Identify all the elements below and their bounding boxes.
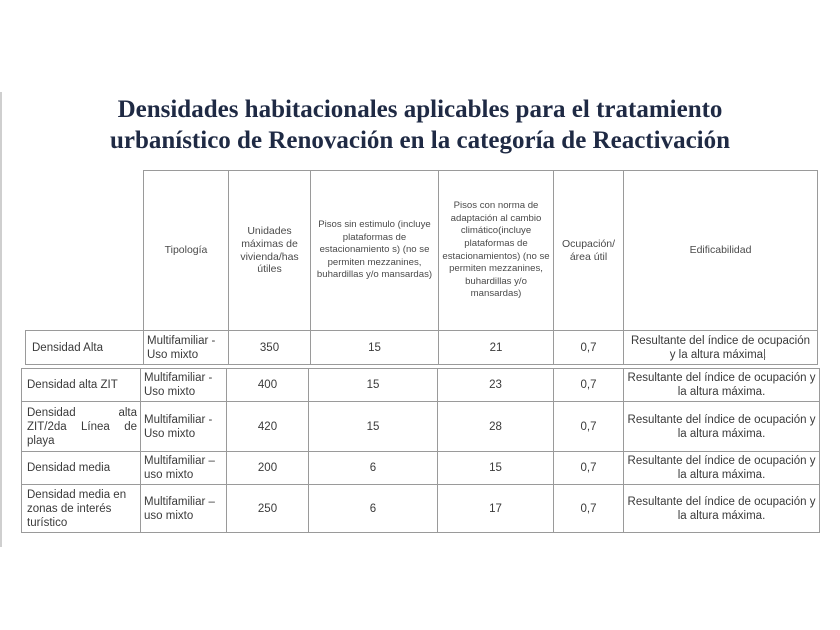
cell-pisos-sin: 6 [309,485,438,533]
cell-edificabilidad: Resultante del índice de ocupación y la altura máxima. [630,334,810,361]
cell-densidad: Densidad alta ZIT [22,369,141,402]
cell-unidades: 420 [227,402,309,452]
cell-ocupacion: 0,7 [554,402,624,452]
cell-unidades: 250 [227,485,309,533]
cell-edificabilidad: Resultante del índice de ocupación y la altura máxima. [624,402,820,452]
title-line-2: urbanístico de Renovación en la categoría de Reactivación [109,127,731,154]
cell-densidad: Densidad media [22,452,141,485]
header-tipologia: Tipología [144,171,229,331]
header-pisos-con-norma: Pisos con norma de adaptación al cambio climático(incluye plataformas de estacionamientos) (no se permiten mezzanines, buhardillas y/o mansardas) [439,171,554,331]
cell-pisos-con: 23 [438,369,554,402]
cell-pisos-con: 17 [438,485,554,533]
header-blank [26,171,144,331]
cell-ocupacion: 0,7 [554,485,624,533]
header-edificabilidad: Edificabilidad [624,171,818,331]
cell-edificabilidad: Resultante del índice de ocupación y la altura máxima. [624,369,820,402]
density-table-lower [21,368,820,533]
cell-unidades: 350 [229,331,311,365]
cell-pisos-con: 21 [439,331,554,365]
cell-ocupacion: 0,7 [554,452,624,485]
cell-ocupacion: 0,7 [554,331,624,365]
cell-pisos-con: 28 [438,402,554,452]
cell-densidad: Densidad Alta [26,331,144,365]
cell-pisos-sin: 15 [309,369,438,402]
cell-pisos-con: 15 [438,452,554,485]
density-table-upper [25,170,818,365]
cell-pisos-sin: 6 [309,452,438,485]
cell-ocupacion: 0,7 [554,369,624,402]
text-cursor-icon [764,349,771,360]
cell-pisos-sin: 15 [309,402,438,452]
table-header-row [26,171,818,331]
cell-tipologia: Multifamiliar - Uso mixto [141,369,227,402]
title-line-1: Densidades habitacionales aplicables para el tratamiento [117,96,723,123]
cell-tipologia: Multifamiliar - Uso mixto [141,402,227,452]
table-row [22,369,820,402]
cell-unidades: 200 [227,452,309,485]
cell-tipologia: Multifamiliar – uso mixto [141,485,227,533]
cell-tipologia: Multifamiliar – uso mixto [141,452,227,485]
table-row [22,485,820,533]
cell-densidad: Densidad alta ZIT/2da Línea de playa [22,402,141,452]
header-ocupacion: Ocupación/ área útil [554,171,624,331]
cell-edificabilidad-wrap [624,331,818,365]
page-title [0,94,840,156]
page-edge-line [0,92,2,547]
cell-pisos-sin: 15 [311,331,439,365]
table-row [26,331,818,365]
cell-edificabilidad: Resultante del índice de ocupación y la altura máxima. [624,452,820,485]
cell-unidades: 400 [227,369,309,402]
cell-edificabilidad: Resultante del índice de ocupación y la altura máxima. [624,485,820,533]
cell-tipologia: Multifamiliar - Uso mixto [144,331,229,365]
cell-densidad: Densidad media en zonas de interés turístico [22,485,141,533]
header-unidades: Unidades máximas de vivienda/has útiles [229,171,311,331]
table-row [22,402,820,452]
header-pisos-sin-estimulo: Pisos sin estimulo (incluye plataformas de estacionamiento s) (no se permiten mezzanines, buhardillas y/o mansardas) [311,171,439,331]
table-row [22,452,820,485]
